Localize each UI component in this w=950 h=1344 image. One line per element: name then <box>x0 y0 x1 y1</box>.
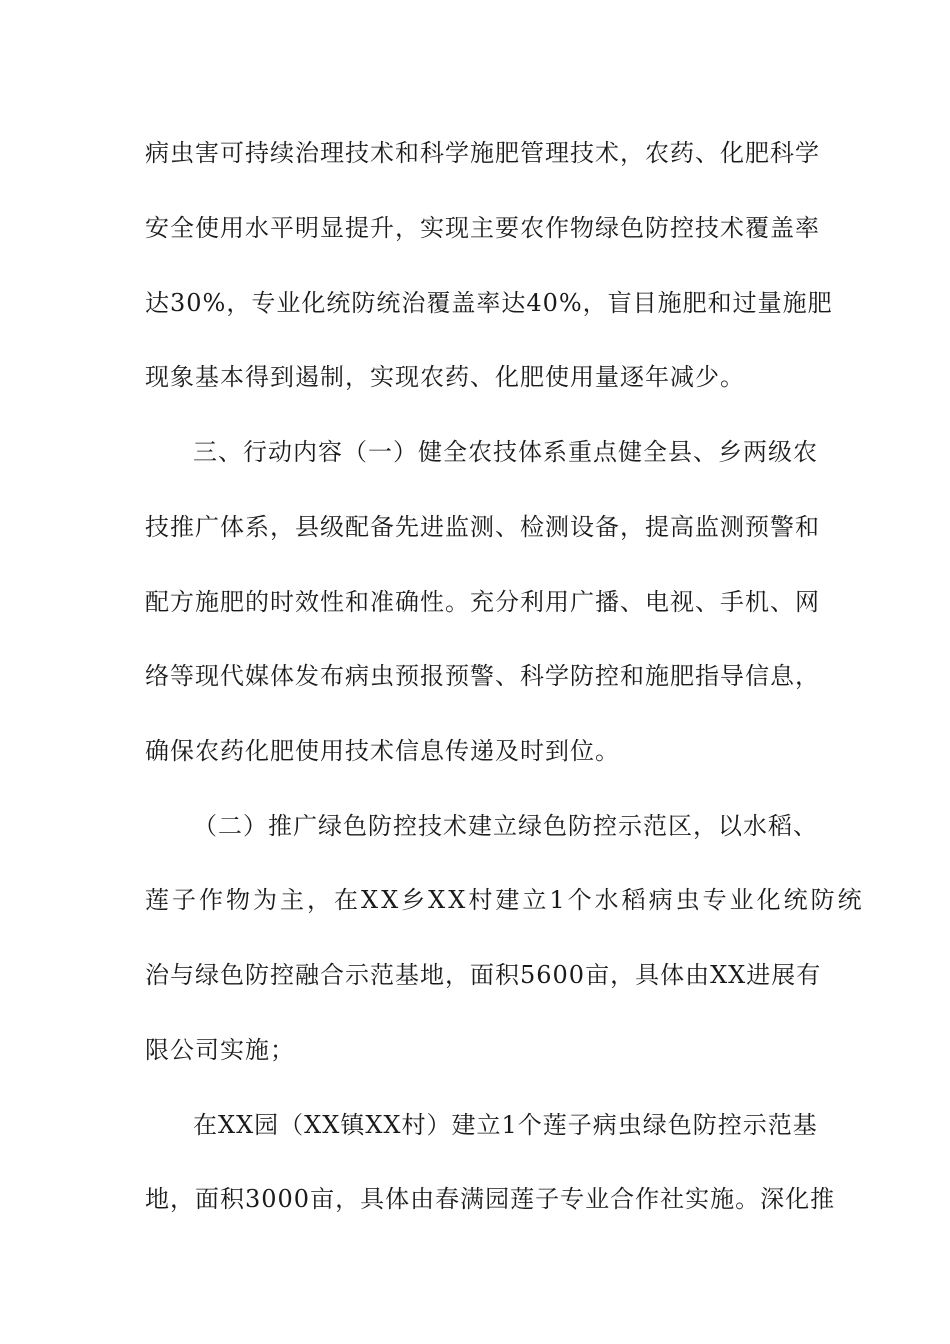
paragraph-start-line: 三、行动内容（一）健全农技体系重点健全县、乡两级农 <box>193 438 818 466</box>
text-line: 病虫害可持续治理技术和科学施肥管理技术，农药、化肥科学 <box>145 139 820 167</box>
text-line: 确保农药化肥使用技术信息传递及时到位。 <box>145 737 620 765</box>
paragraph-start-line: 在XX园（XX镇XX村）建立1个莲子病虫绿色防控示范基 <box>193 1111 818 1139</box>
text-line: 地，面积3000亩，具体由春满园莲子专业合作社实施。深化推 <box>145 1185 836 1213</box>
text-line: 达30%，专业化统防统治覆盖率达40%，盲目施肥和过量施肥 <box>145 289 833 317</box>
text-line: 限公司实施； <box>145 1036 295 1064</box>
paragraph-start-line: （二）推广绿色防控技术建立绿色防控示范区，以水稻、 <box>193 812 818 840</box>
text-line: 治与绿色防控融合示范基地，面积5600亩，具体由XX进展有 <box>145 961 822 989</box>
text-line: 技推广体系，县级配备先进监测、检测设备，提高监测预警和 <box>145 513 820 541</box>
text-line: 莲子作物为主，在XX乡XX村建立1个水稻病虫专业化统防统 <box>145 886 865 914</box>
text-line: 现象基本得到遏制，实现农药、化肥使用量逐年减少。 <box>145 363 745 391</box>
text-line: 安全使用水平明显提升，实现主要农作物绿色防控技术覆盖率 <box>145 214 820 242</box>
text-line: 络等现代媒体发布病虫预报预警、科学防控和施肥指导信息， <box>145 662 820 690</box>
text-line: 配方施肥的时效性和准确性。充分利用广播、电视、手机、网 <box>145 588 820 616</box>
